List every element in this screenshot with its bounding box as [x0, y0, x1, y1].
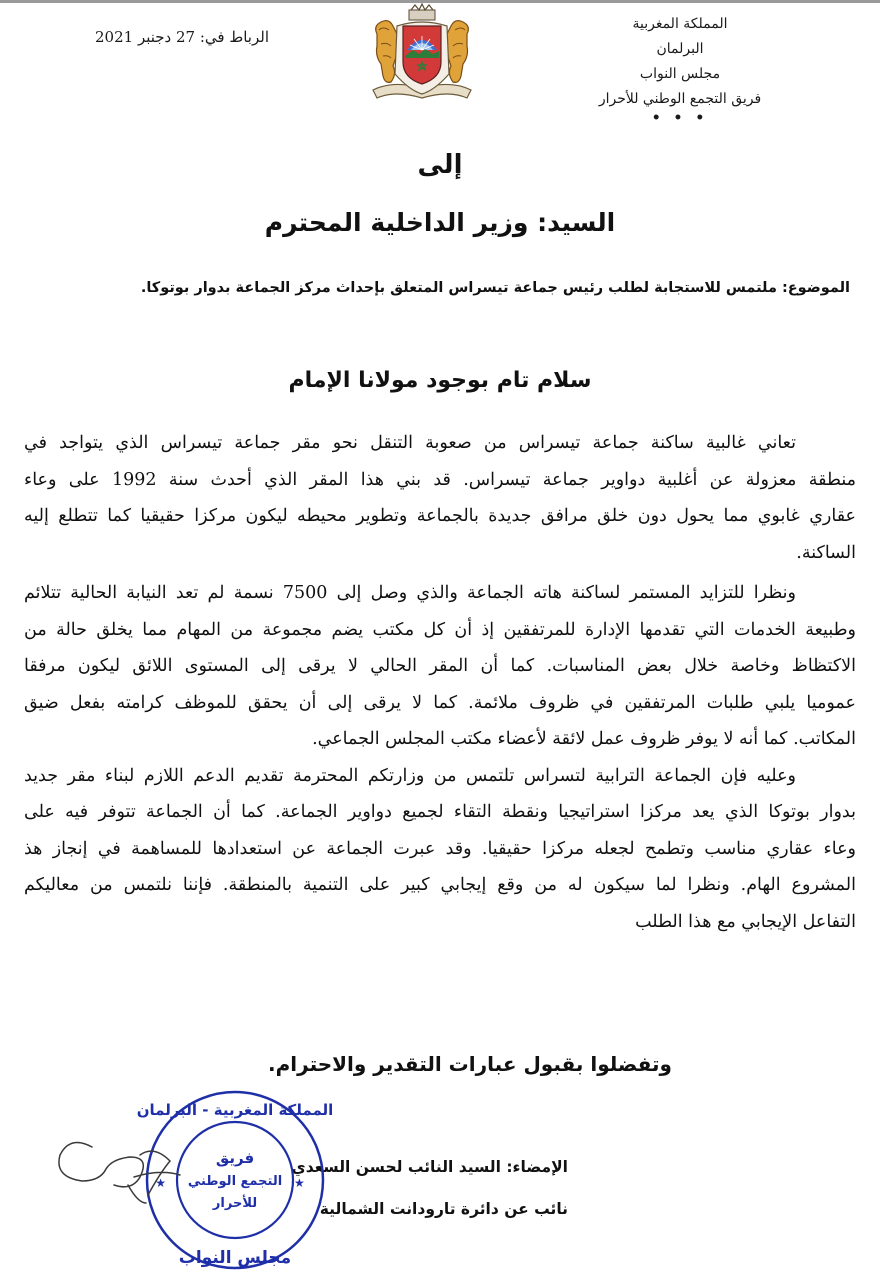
body-line: ونظرا للتزايد المستمر لساكنة هاته الجماعة والذي وصل إلى 7500 نسمة لم تعد النيابة الحالية تتلائم	[24, 583, 797, 603]
body-line: وعاء عقاري مناسب وتطمح لجعله مركزا حقيقيا. وقد عبرت الجماعة عن استعدادها للمساهمة في إنجاز هذ	[24, 838, 856, 859]
body-line: تعاني غالبية ساكنة جماعة تيسراس من صعوبة التنقل نحو مقر جماعة تيسراس الذي يتواجد في	[24, 433, 796, 453]
org-line-parliament: البرلمان	[656, 41, 704, 57]
signatory-role: نائب عن دائرة تارودانت الشمالية	[319, 1200, 568, 1218]
org-line-house: مجلس النواب	[639, 66, 721, 82]
body-line: الساكنة.	[796, 542, 856, 563]
letterhead-organization	[560, 12, 800, 124]
org-dots: • • •	[651, 110, 709, 126]
greeting: سلام تام بوجود مولانا الإمام	[288, 368, 592, 393]
paragraph-3	[24, 758, 856, 941]
body-line: بدوار بوتوكا الذي يعد مركزا استراتيجيا ونقطة التقاء لجميع دواوير الجماعة. كما أن الجماعة تتوفر فيه على	[24, 802, 856, 822]
stamp-star-right: ★	[294, 1176, 305, 1190]
body-line: منطقة معزولة عن أغلبية دواوير جماعة تيسراس. قد بني هذا المقر الذي أحدث سنة 1992 على وعاء	[24, 469, 856, 490]
body-line: المشروع الهام. ونظرا لما سيكون له من وقع إيجابي كبير على التنمية بالمنطقة. فإننا نلتمس من معاليكم	[24, 875, 856, 895]
place-date: الرباط في: 27 دجنبر 2021	[94, 28, 269, 46]
body-line: الاكتظاظ وخاصة خلال بعض المناسبات. كما أن المقر الحالي لا يرقى إلى المستوى اللائق ليكون مرفقا	[24, 656, 856, 676]
signatory	[291, 1157, 568, 1176]
paragraph-2	[24, 575, 856, 758]
stamp-inner-line-3: للأحرار	[212, 1196, 258, 1211]
signatory-name: الإمضاء: السيد النائب لحسن السعدي	[291, 1158, 568, 1176]
org-line-group: فريق التجمع الوطني للأحرار	[598, 91, 762, 107]
addressee: السيد: وزير الداخلية المحترم	[264, 208, 616, 237]
paragraph-1	[24, 425, 856, 571]
recipient-prefix: إلى	[417, 150, 463, 180]
stamp-bottom-text: مجلس النواب	[178, 1248, 292, 1268]
stamp-outer-text: المملكة المغربية - البرلمان	[136, 1101, 334, 1119]
closing-formula: وتفضلوا بقبول عبارات التقدير والاحترام.	[268, 1052, 672, 1076]
body-line: المكاتب. كما أنه لا يوفر ظروف عمل لائقة لأعضاء مكتب المجلس الجماعي.	[312, 729, 856, 749]
body-line: وعليه فإن الجماعة الترابية لتسراس تلتمس من وزارتكم المحترمة تقديم الدعم اللازم لبناء مقر جديد	[24, 765, 796, 786]
stamp-inner-line-2: التجمع الوطني	[187, 1174, 283, 1189]
body-line: وطبيعة الخدمات التي تقدمها الإدارة للمرتفقين إذ أن كل مكتب يضم مجموعة من المهام مما يخلق حالة من	[24, 619, 856, 640]
subject-line: الموضوع: ملتمس للاستجابة لطلب رئيس جماعة تيسراس المتعلق بإحداث مركز الجماعة بدوار بوتوكا.	[140, 280, 850, 296]
letter-body	[24, 425, 856, 940]
stamp-inner-line-1: فريق	[215, 1149, 255, 1167]
org-line-kingdom: المملكة المغربية	[632, 16, 728, 32]
page-top-border	[0, 0, 880, 3]
body-line: التفاعل الإيجابي مع هذا الطلب	[635, 911, 856, 932]
body-line: عموميا يلبي طلبات المرتفقين في ظروف ملائمة. كما لا يرقى إلى أن يحقق للموظف كرامته بفعل ضيق	[24, 692, 856, 713]
body-line: عقاري غابوي مما يحول دون خلق مرافق جديدة بالجماعة وتطوير محيطه ليكون مركزا حقيقيا كما تتطلع إليه	[24, 506, 856, 526]
stamp-star-left: ★	[155, 1176, 166, 1190]
royal-emblem-icon	[363, 4, 481, 108]
handwritten-signature-icon	[59, 1143, 180, 1204]
official-stamp	[30, 1085, 334, 1275]
